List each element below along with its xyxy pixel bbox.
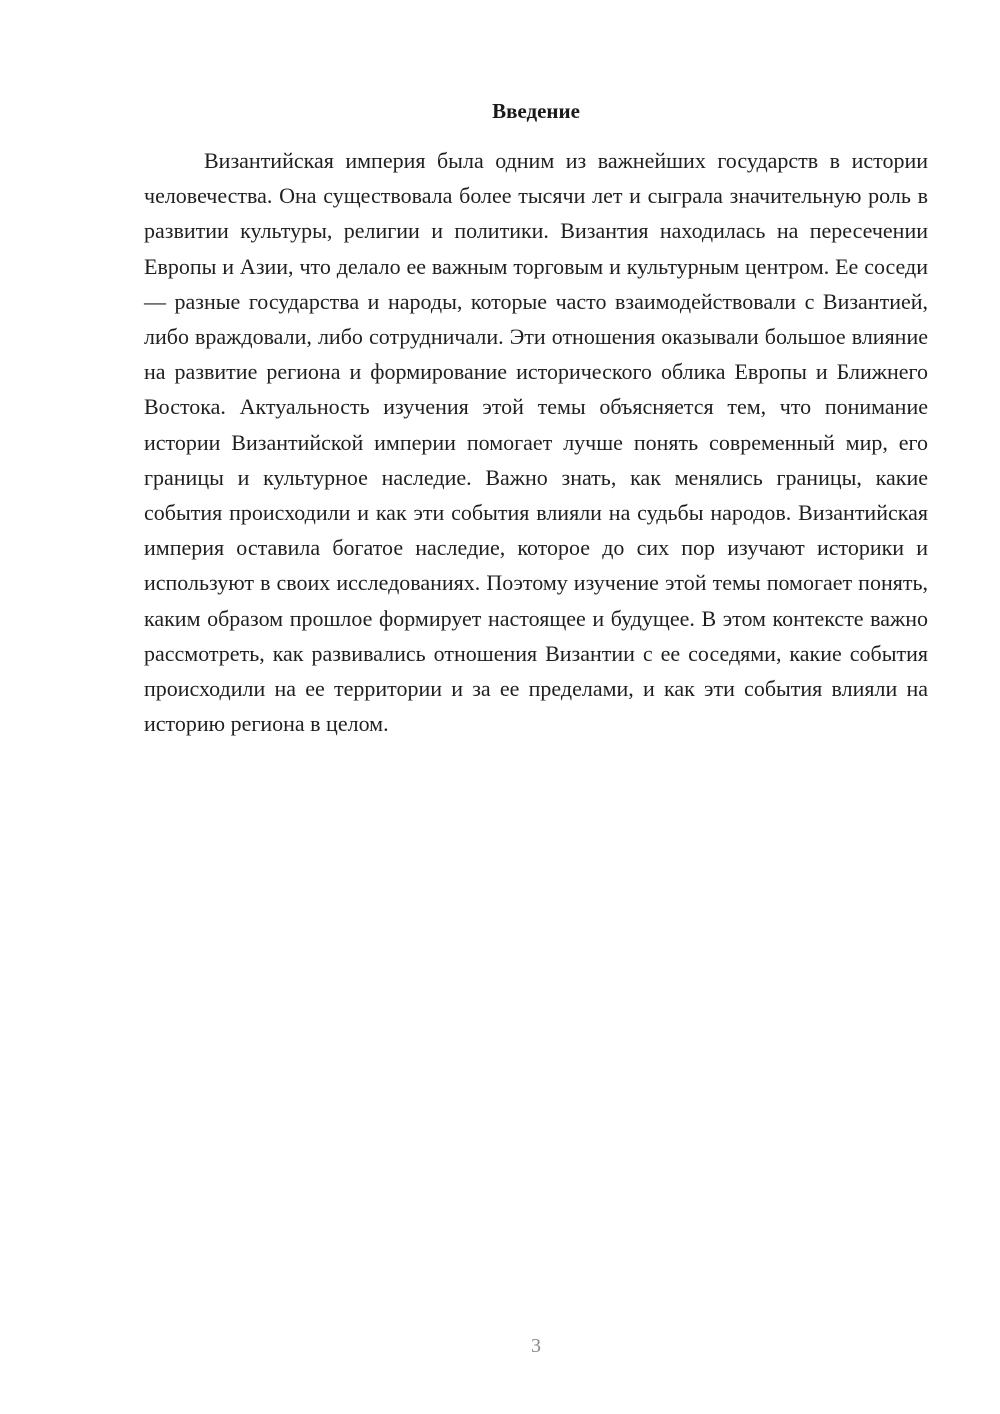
body-paragraph: Византийская империя была одним из важнейших государств в истории человечества. Она существовала более тысячи лет и сыграла значительную роль в развитии культуры, религии и политики. Византия находилась на пересечении Европы и Азии, что делало ее важным торговым и культурным центром. Ее соседи — разные государства и народы, которые часто взаимодействовали с Византией, либо враждовали, либо сотрудничали. Эти отношения оказывали большое влияние на развитие региона и формирование исторического облика Европы и Ближнего Востока. Актуальность изучения этой темы объясняется тем, что понимание истории Византийской империи помогает лучше понять современный мир, его границы и культурное наследие. Важно знать, как менялись границы, какие события происходили и как эти события влияли на судьбы народов. Византийская империя оставила богатое наследие, которое до сих пор изучают историки и используют в своих исследованиях. Поэтому изучение этой темы помогает понять, каким образом прошлое формирует настоящее и будущее. В этом контексте важно рассмотреть, как развивались отношения Византии с ее соседями, какие события происходили на ее территории и за ее пределами, и как эти события влияли на историю региона в целом. — [144, 148, 928, 737]
section-heading: Введение — [492, 99, 580, 123]
page-number: 3 — [531, 1335, 541, 1357]
